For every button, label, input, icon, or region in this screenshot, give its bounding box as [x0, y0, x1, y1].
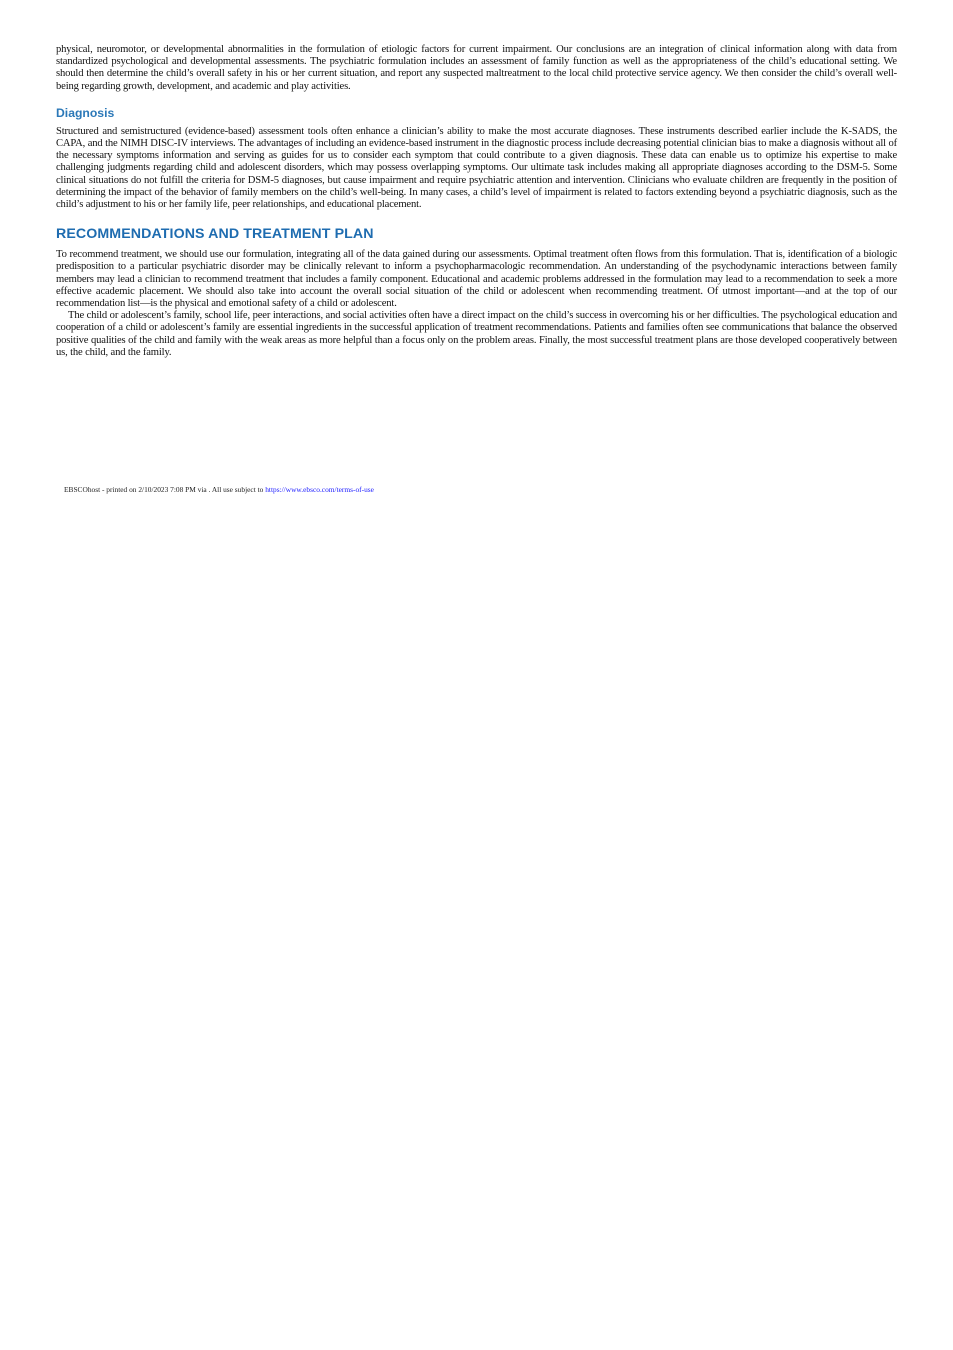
diagnosis-paragraph: Structured and semistructured (evidence-based) assessment tools often enhance a clinician’s ability to make the most accurate diagnoses. These instruments described earlier include the K-SADS, the CAPA, and the NIMH DISC-IV interviews. The advantages of including an evidence-based instrument in the diagnostic process include decreasing potential clinician bias to make a diagnosis without all of the necessary symptoms information and serving as guides for us to consider each symptom that could contribute to a given diagnosis. These data can enable us to optimize his expertise to make challenging judgments regarding child and adolescent disorders, which may possess overlapping symptoms. Our ultimate task includes making all appropriate diagnoses according to the DSM-5. Some clinical situations do not fulfill the criteria for DSM-5 diagnoses, but cause impairment and require psychiatric attention and intervention. Clinicians who evaluate children are frequently in the position of determining the impact of the behavior of family members on the child’s well-being. In many cases, a child’s level of impairment is related to factors extending beyond a psychiatric diagnosis, such as the child’s adjustment to his or her family life, peer relationships, and educational placement. [56, 125, 897, 211]
terms-of-use-link[interactable]: https://www.ebsco.com/terms-of-use [265, 485, 374, 494]
document-page [56, 44, 897, 359]
diagnosis-heading: Diagnosis [56, 105, 115, 120]
intro-paragraph: physical, neuromotor, or developmental abnormalities in the formulation of etiologic factors for current impairment. Our conclusions are an integration of clinical information along with data from standardized psychological and developmental assessments. The psychiatric formulation includes an assessment of family function as well as the appropriateness of the child’s educational setting. We should then determine the child’s overall safety in his or her current situation, and report any suspected maltreatment to the local child protective service agency. We then consider the child’s overall well-being regarding growth, development, and academic and play activities. [56, 44, 897, 92]
recommendations-heading: RECOMMENDATIONS AND TREATMENT PLAN [56, 226, 374, 243]
recommendations-paragraph-1: To recommend treatment, we should use our formulation, integrating all of the data gained during our assessments. Optimal treatment often flows from this formulation. That is, identification of a biologic predisposition to a particular psychiatric disorder may be clinically relevant to inform a psychopharmacologic recommendation. An understanding of the psychodynamic interactions between family members may lead a clinician to recommend treatment that includes a family component. Educational and academic problems addressed in the formulation may lead to a recommendation to seek a more effective academic placement. We should also take into account the overall social situation of the child or adolescent when recommending treatment. Of utmost important—and at the top of our recommendation list—is the physical and emotional safety of a child or adolescent. [56, 249, 897, 310]
footer-text: EBSCOhost - printed on 2/10/2023 7:08 PM via . All use subject to [64, 485, 266, 494]
recommendations-paragraph-2: The child or adolescent’s family, school life, peer interactions, and social activities often have a direct impact on the child’s success in overcoming his or her difficulties. The psychological education and cooperation of a child or adolescent’s family are essential ingredients in the successful application of treatment recommendations. Patients and families often see communications that balance the observed positive qualities of the child and family with the weak areas as more helpful than a focus only on the problem areas. Finally, the most successful treatment plans are those developed cooperatively between us, the child, and the family. [56, 310, 897, 358]
ebsco-footer [64, 485, 374, 494]
